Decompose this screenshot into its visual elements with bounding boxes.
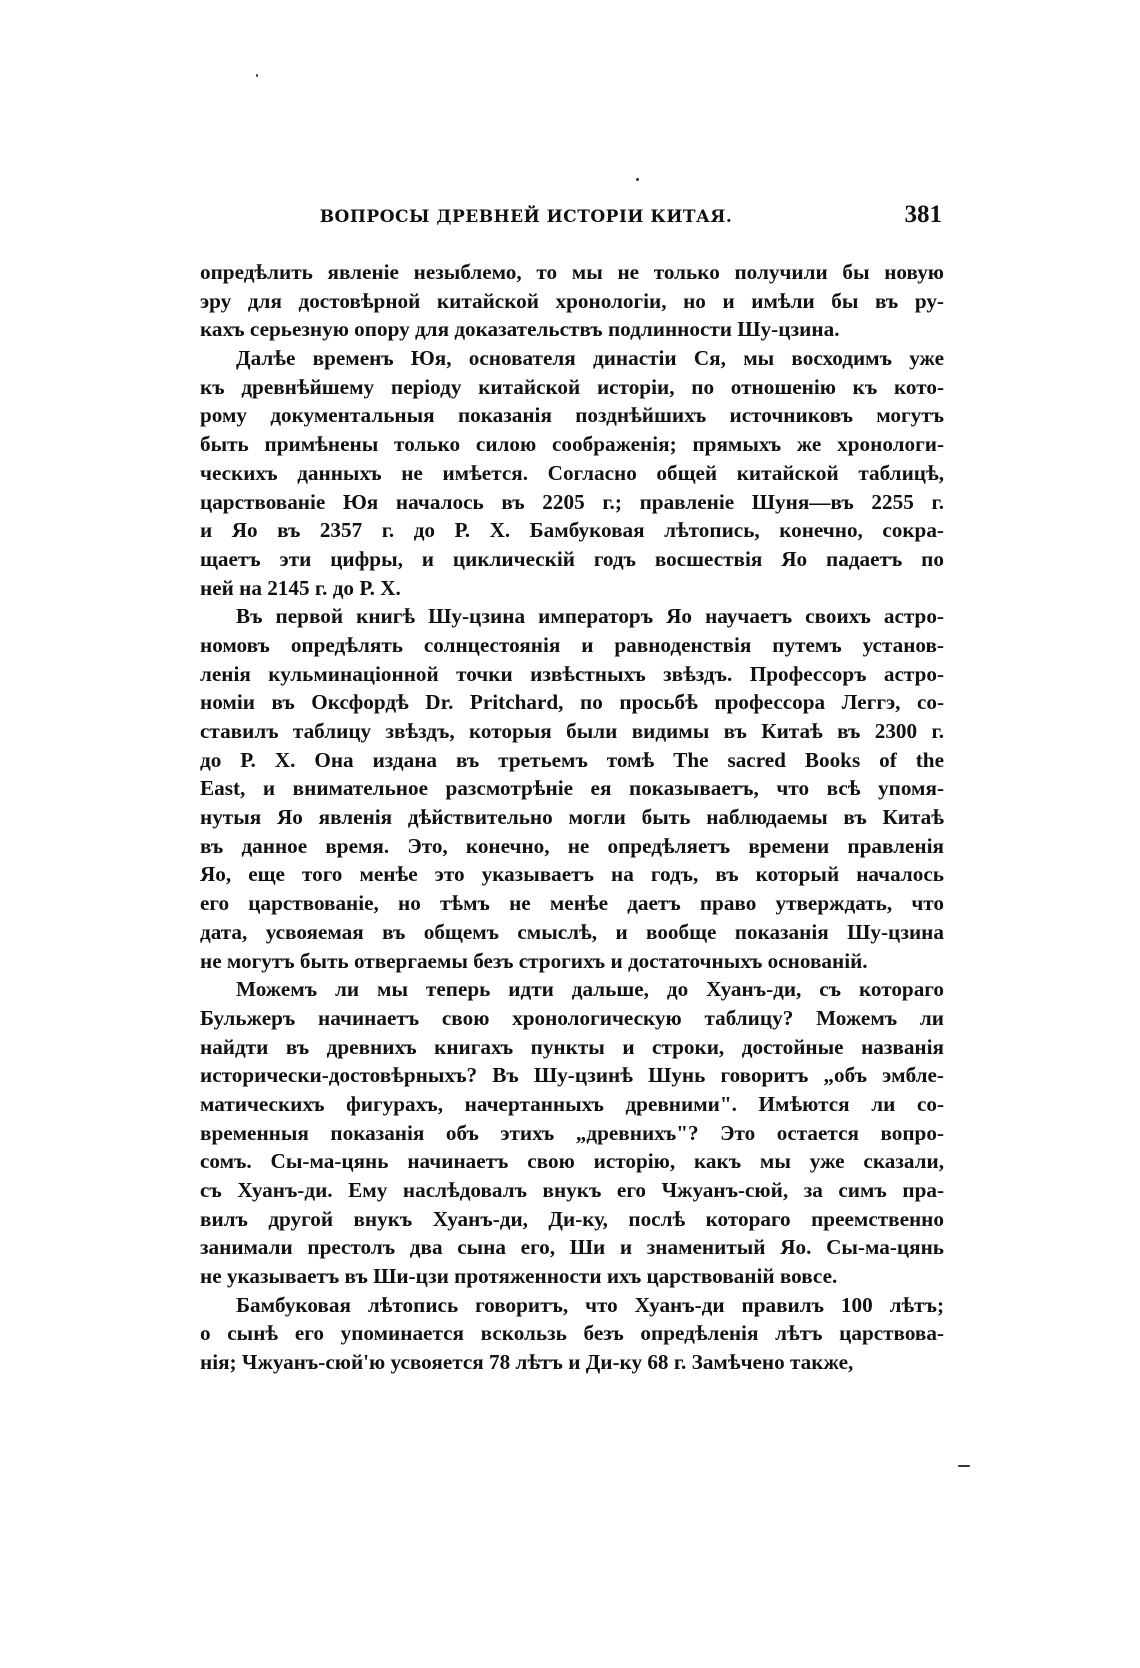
running-title: ВОПРОСЫ ДРЕВНЕЙ ИСТОРІИ КИТАЯ. [319, 207, 733, 227]
text-line: номіи въ Оксфордѣ Dr. Pritchard, по просьбѣ профессора Леггэ, со- [200, 690, 944, 715]
text-line: и Яо въ 2357 г. до Р. Х. Бамбуковая лѣтопись, конечно, сокра- [200, 518, 944, 543]
paragraph [200, 344, 944, 602]
print-speck [256, 74, 258, 77]
text-line: East, и внимательное разсмотрѣніе ея показываетъ, что всѣ упомя- [200, 776, 944, 801]
text-line: щаетъ эти цифры, и циклическій годъ восшествія Яо падаетъ по [200, 546, 944, 571]
paragraph [200, 258, 944, 344]
text-line: вилъ другой внукъ Хуанъ-ди, Ди-ку, послѣ котораго преемственно [200, 1206, 944, 1231]
text-line: Яо, еще того менѣе это указываетъ на годъ, въ который началось [200, 862, 944, 887]
text-line: Можемъ ли мы теперь идти дальше, до Хуанъ-ди, съ котораго [236, 977, 944, 1002]
text-line: нутыя Яо явленія дѣйствительно могли быть наблюдаемы въ Китаѣ [200, 805, 944, 830]
text-line: рому документальныя показанія позднѣйшихъ источниковъ могутъ [200, 403, 944, 428]
text-line: Въ первой книгѣ Шу-цзина императоръ Яо научаетъ своихъ астро- [236, 604, 944, 629]
text-line: номовъ опредѣлять солнцестоянія и равноденствія путемъ установ- [200, 632, 944, 657]
text-line: въ данное время. Это, конечно, не опредѣляетъ времени правленія [200, 833, 944, 858]
text-line: исторически-достовѣрныхъ? Въ Шу-цзинѣ Шунь говоритъ „объ эмбле- [200, 1063, 944, 1088]
text-line: опредѣлить явленіе незыблемо, то мы не только получили бы новую [200, 260, 944, 284]
page-number: 381 [904, 201, 942, 228]
paragraph [200, 975, 944, 1291]
text-line: матическихъ фигурахъ, начертанныхъ древними". Имѣются ли со- [200, 1091, 944, 1116]
text-line: ней на 2145 г. до Р. Х. [200, 575, 401, 600]
text-line: Бульжеръ начинаетъ свою хронологическую таблицу? Можемъ ли [200, 1005, 944, 1030]
running-head [200, 202, 942, 232]
paragraph [200, 602, 944, 975]
print-speck [636, 178, 639, 181]
text-line: эру для достовѣрной китайской хронологіи, но и имѣли бы въ ру- [200, 288, 944, 313]
text-line: ческихъ данныхъ не имѣется. Согласно общей китайской таблицѣ, [200, 460, 944, 485]
paragraph [200, 1291, 944, 1377]
text-line: къ древнѣйшему періоду китайской исторіи, по отношенію къ кото- [200, 374, 944, 399]
text-line: занимали престолъ два сына его, Ши и знаменитый Яо. Сы-ма-цянь [200, 1235, 944, 1260]
text-line: кахъ серьезную опору для доказательствъ подлинности Шу-цзина. [200, 317, 840, 342]
text-line: царствованіе Юя началось въ 2205 г.; правленіе Шуня—въ 2255 г. [200, 489, 944, 514]
text-line: о сынѣ его упоминается вскользь безъ опредѣленія лѣтъ царствова- [200, 1321, 944, 1346]
text-line: найдти въ древнихъ книгахъ пункты и строки, достойные названія [200, 1034, 944, 1059]
text-line: ставилъ таблицу звѣздъ, которыя были видимы въ Китаѣ въ 2300 г. [200, 719, 944, 743]
text-line: временныя показанія объ этихъ „древнихъ"? Это остается вопро- [200, 1120, 944, 1145]
body-text [200, 258, 944, 1377]
text-line: до Р. Х. Она издана въ третьемъ томѣ The sacred Books of the [200, 747, 944, 772]
text-line: дата, усвояемая въ общемъ смыслѣ, и вообще показанія Шу-цзина [200, 919, 944, 944]
text-line: не указываетъ въ Ши-цзи протяженности ихъ царствованій вовсе. [200, 1264, 838, 1289]
text-line: Бамбуковая лѣтопись говоритъ, что Хуанъ-ди правилъ 100 лѣтъ; [236, 1292, 944, 1317]
text-line: сомъ. Сы-ма-цянь начинаетъ свою исторію, какъ мы уже сказали, [200, 1149, 944, 1174]
text-line: его царствованіе, но тѣмъ не менѣе даетъ право утверждать, что [200, 891, 944, 916]
text-line: быть примѣнены только силою соображенія; прямыхъ же хронологи- [200, 432, 944, 457]
text-line: не могутъ быть отвергаемы безъ строгихъ и достаточныхъ основаній. [200, 948, 868, 973]
text-line: ленія кульминаціонной точки извѣстныхъ звѣздъ. Профессоръ астро- [200, 661, 944, 686]
text-line: нія; Чжуанъ-сюй'ю усвояется 78 лѣтъ и Ди-ку 68 г. Замѣчено также, [200, 1350, 854, 1375]
print-speck [958, 1465, 970, 1467]
text-line: съ Хуанъ-ди. Ему наслѣдовалъ внукъ его Чжуанъ-сюй, за симъ пра- [200, 1178, 944, 1202]
text-line: Далѣе временъ Юя, основателя династіи Ся, мы восходимъ уже [236, 346, 944, 371]
